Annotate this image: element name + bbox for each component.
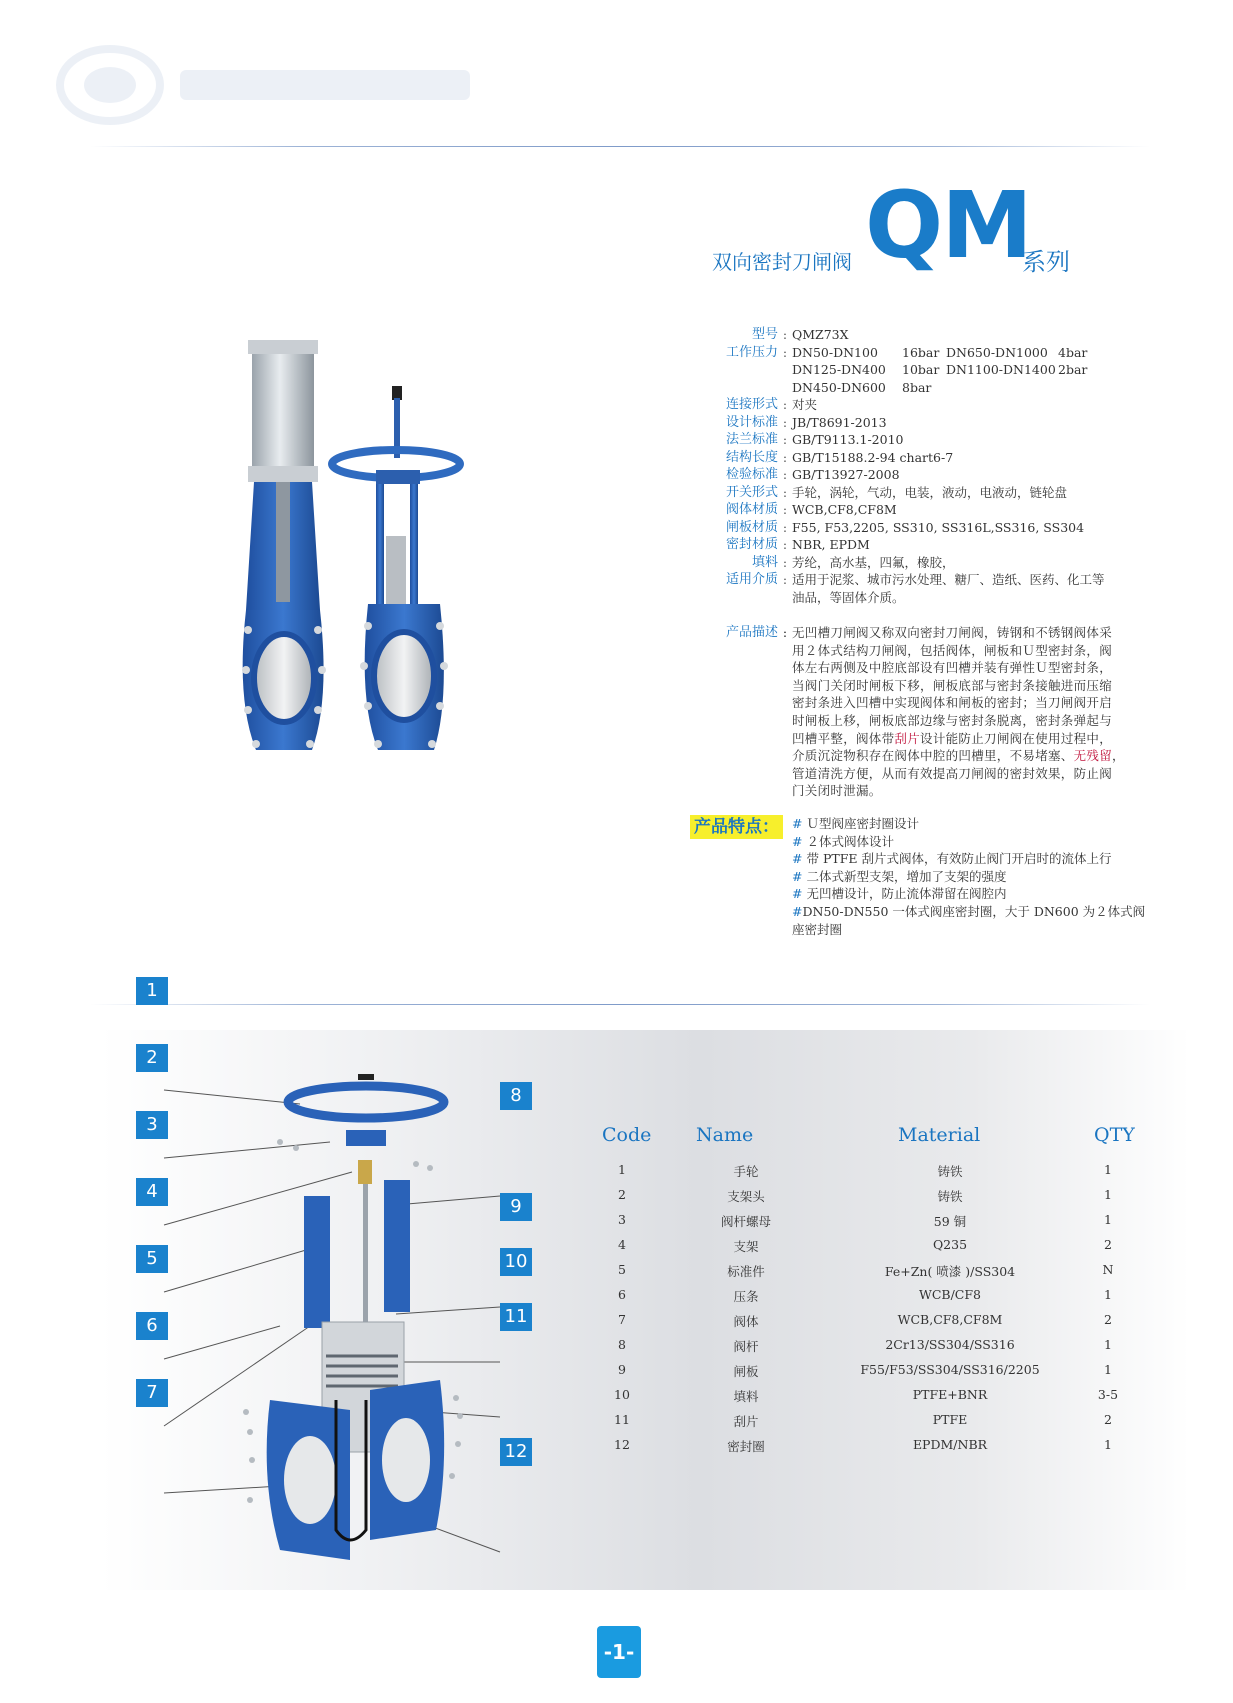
- spec-row-gate-material: 闸板材质 : F55, F53,2205, SS310, SS316L,SS316, SS304: [725, 519, 1085, 535]
- table-row: 8 阀杆 2Cr13/SS304/SS316 1: [618, 1337, 1112, 1354]
- callout-4: 4: [136, 1178, 168, 1206]
- callout-5: 5: [136, 1245, 168, 1273]
- callout-9: 9: [500, 1193, 532, 1221]
- description-body: 无凹槽刀闸阀又称双向密封刀闸阀，铸钢和不锈钢阀体采 用２体式结构刀闸阀，包括阀体，闸板和Ｕ型密封条，阀 体左右两侧及中腔底部设有凹槽并装有弹性Ｕ型密封条， 当阀门关闭时闸板下移，闸板底部与密封条接触进而压缩 密封条进入凹槽中实现阀体和闸板的密封；当刀闸阀开启 时闸板上移，闸板底部边缘与密封条脱离，密封条弹起与 凹槽平整，阀体带刮片设计能防止刀闸阀在使用过程中， 介质沉淀物积存在阀体中腔的凹槽里，不易堵塞、无残留， 管道清洗方便，从而有效提高刀闸阀的密封效果，防止阀 门关闭时泄漏。: [792, 625, 1125, 799]
- spec-row-design-std: 设计标准 : JB/T8691-2013: [725, 414, 887, 430]
- table-row: 4 支架 Q235 2: [618, 1237, 1112, 1254]
- pneumatic-valve: [242, 340, 326, 750]
- heading-model: QM: [865, 172, 1031, 279]
- feature-item: # Ｕ型阀座密封圈设计: [792, 816, 919, 831]
- spec-row-body-material: 阀体材质 : WCB,CF8,CF8M: [725, 502, 897, 517]
- callout-10: 10: [500, 1248, 532, 1276]
- heading-subtitle: 双向密封刀闸阀: [712, 250, 852, 274]
- callout-11: 11: [500, 1303, 532, 1331]
- feature-item: # ２体式阀体设计: [792, 833, 894, 849]
- handwheel-valve: [332, 386, 460, 750]
- highlight-no-residue: 无残留: [1073, 748, 1113, 764]
- table-row: 12 密封圈 EPDM/NBR 1: [614, 1437, 1112, 1454]
- header-name: Name: [696, 1124, 754, 1146]
- spec-row-pressure-2: DN125-DN400 10bar DN1100-DN1400 2bar: [792, 362, 1088, 377]
- spec-row-connection: 连接形式 : 对夹: [725, 397, 818, 412]
- table-row: 5 标准件 Fe+Zn( 喷漆 )/SS304 N: [618, 1262, 1114, 1279]
- spec-row-media: 适用介质 : 适用于泥浆、城市污水处理、糖厂、造纸、医药、化工等: [725, 572, 1105, 587]
- spec-row-model: 型号 : QMZ73X: [751, 327, 849, 342]
- table-row: 11 刮片 PTFE 2: [614, 1412, 1112, 1429]
- feature-item-cont: 座密封圈: [792, 921, 843, 937]
- company-logo-watermark: [50, 40, 490, 130]
- spec-row-pressure: 工作压力 : DN50-DN100 16bar DN650-DN1000 4bar: [725, 344, 1088, 360]
- callout-8: 8: [500, 1082, 532, 1110]
- highlight-scraper: 刮片: [894, 730, 921, 746]
- callout-7: 7: [136, 1379, 168, 1407]
- callout-3: 3: [136, 1111, 168, 1139]
- features-list: [792, 815, 1192, 938]
- page-number: -1-: [597, 1626, 641, 1678]
- description-label: 产品描述: [725, 625, 778, 640]
- spec-row-pressure-3: DN450-DN600 8bar: [792, 379, 932, 395]
- table-row: 1 手轮 铸铁 1: [618, 1162, 1112, 1179]
- feature-item: #DN50-DN550 一体式阀座密封圈，大于 DN600 为２体式阀: [792, 903, 1146, 919]
- spec-row-packing: 填料 : 芳纶，高水基，四氟，橡胶，: [751, 554, 955, 570]
- feature-item: # 带 PTFE 刮片式阀体，有效防止阀门开启时的流体上行: [792, 851, 1112, 867]
- callout-2: 2: [136, 1044, 168, 1072]
- feature-item: # 无凹槽设计，防止流体滞留在阀腔内: [792, 886, 1007, 902]
- table-row: 7 阀体 WCB,CF8,CF8M 2: [618, 1312, 1112, 1329]
- table-row: 10 填料 PTFE+BNR 3-5: [614, 1387, 1119, 1404]
- spec-row-flange-std: 法兰标准 : GB/T9113.1-2010: [725, 432, 904, 447]
- feature-item: # 二体式新型支架，增加了支架的强度: [792, 868, 1007, 884]
- top-divider: [90, 146, 1150, 147]
- heading-suffix: 系列: [1022, 248, 1070, 276]
- spec-row-media-2: 油品，等固体介质。: [792, 589, 905, 605]
- features-label: 产品特点：: [690, 815, 783, 839]
- spec-row-length: 结构长度 : GB/T15188.2-94 chart6-7: [725, 449, 954, 465]
- callout-12: 12: [500, 1438, 532, 1466]
- spec-list: [700, 326, 1200, 606]
- product-heading: [700, 172, 1140, 280]
- exploded-diagram: [100, 1030, 560, 1590]
- header-qty: QTY: [1094, 1124, 1135, 1146]
- spec-row-operation: 开关形式 : 手轮，涡轮，气动，电装，液动，电液动，链轮盘: [725, 484, 1068, 500]
- table-row: 3 阀杆螺母 59 铜 1: [618, 1212, 1112, 1229]
- table-row: 2 支架头 铸铁 1: [618, 1187, 1112, 1204]
- header-material: Material: [898, 1124, 981, 1146]
- spec-row-inspection: 检验标准 : GB/T13927-2008: [725, 467, 900, 482]
- valve-product-image: [240, 340, 560, 820]
- callout-6: 6: [136, 1312, 168, 1340]
- table-row: 6 压条 WCB/CF8 1: [618, 1287, 1112, 1304]
- table-row: 9 闸板 F55/F53/SS304/SS316/2205 1: [618, 1362, 1112, 1379]
- middle-divider: [90, 1004, 1150, 1005]
- callout-1: 1: [136, 977, 168, 1005]
- spec-row-seal-material: 密封材质 : NBR, EPDM: [725, 537, 870, 552]
- header-code: Code: [602, 1124, 652, 1146]
